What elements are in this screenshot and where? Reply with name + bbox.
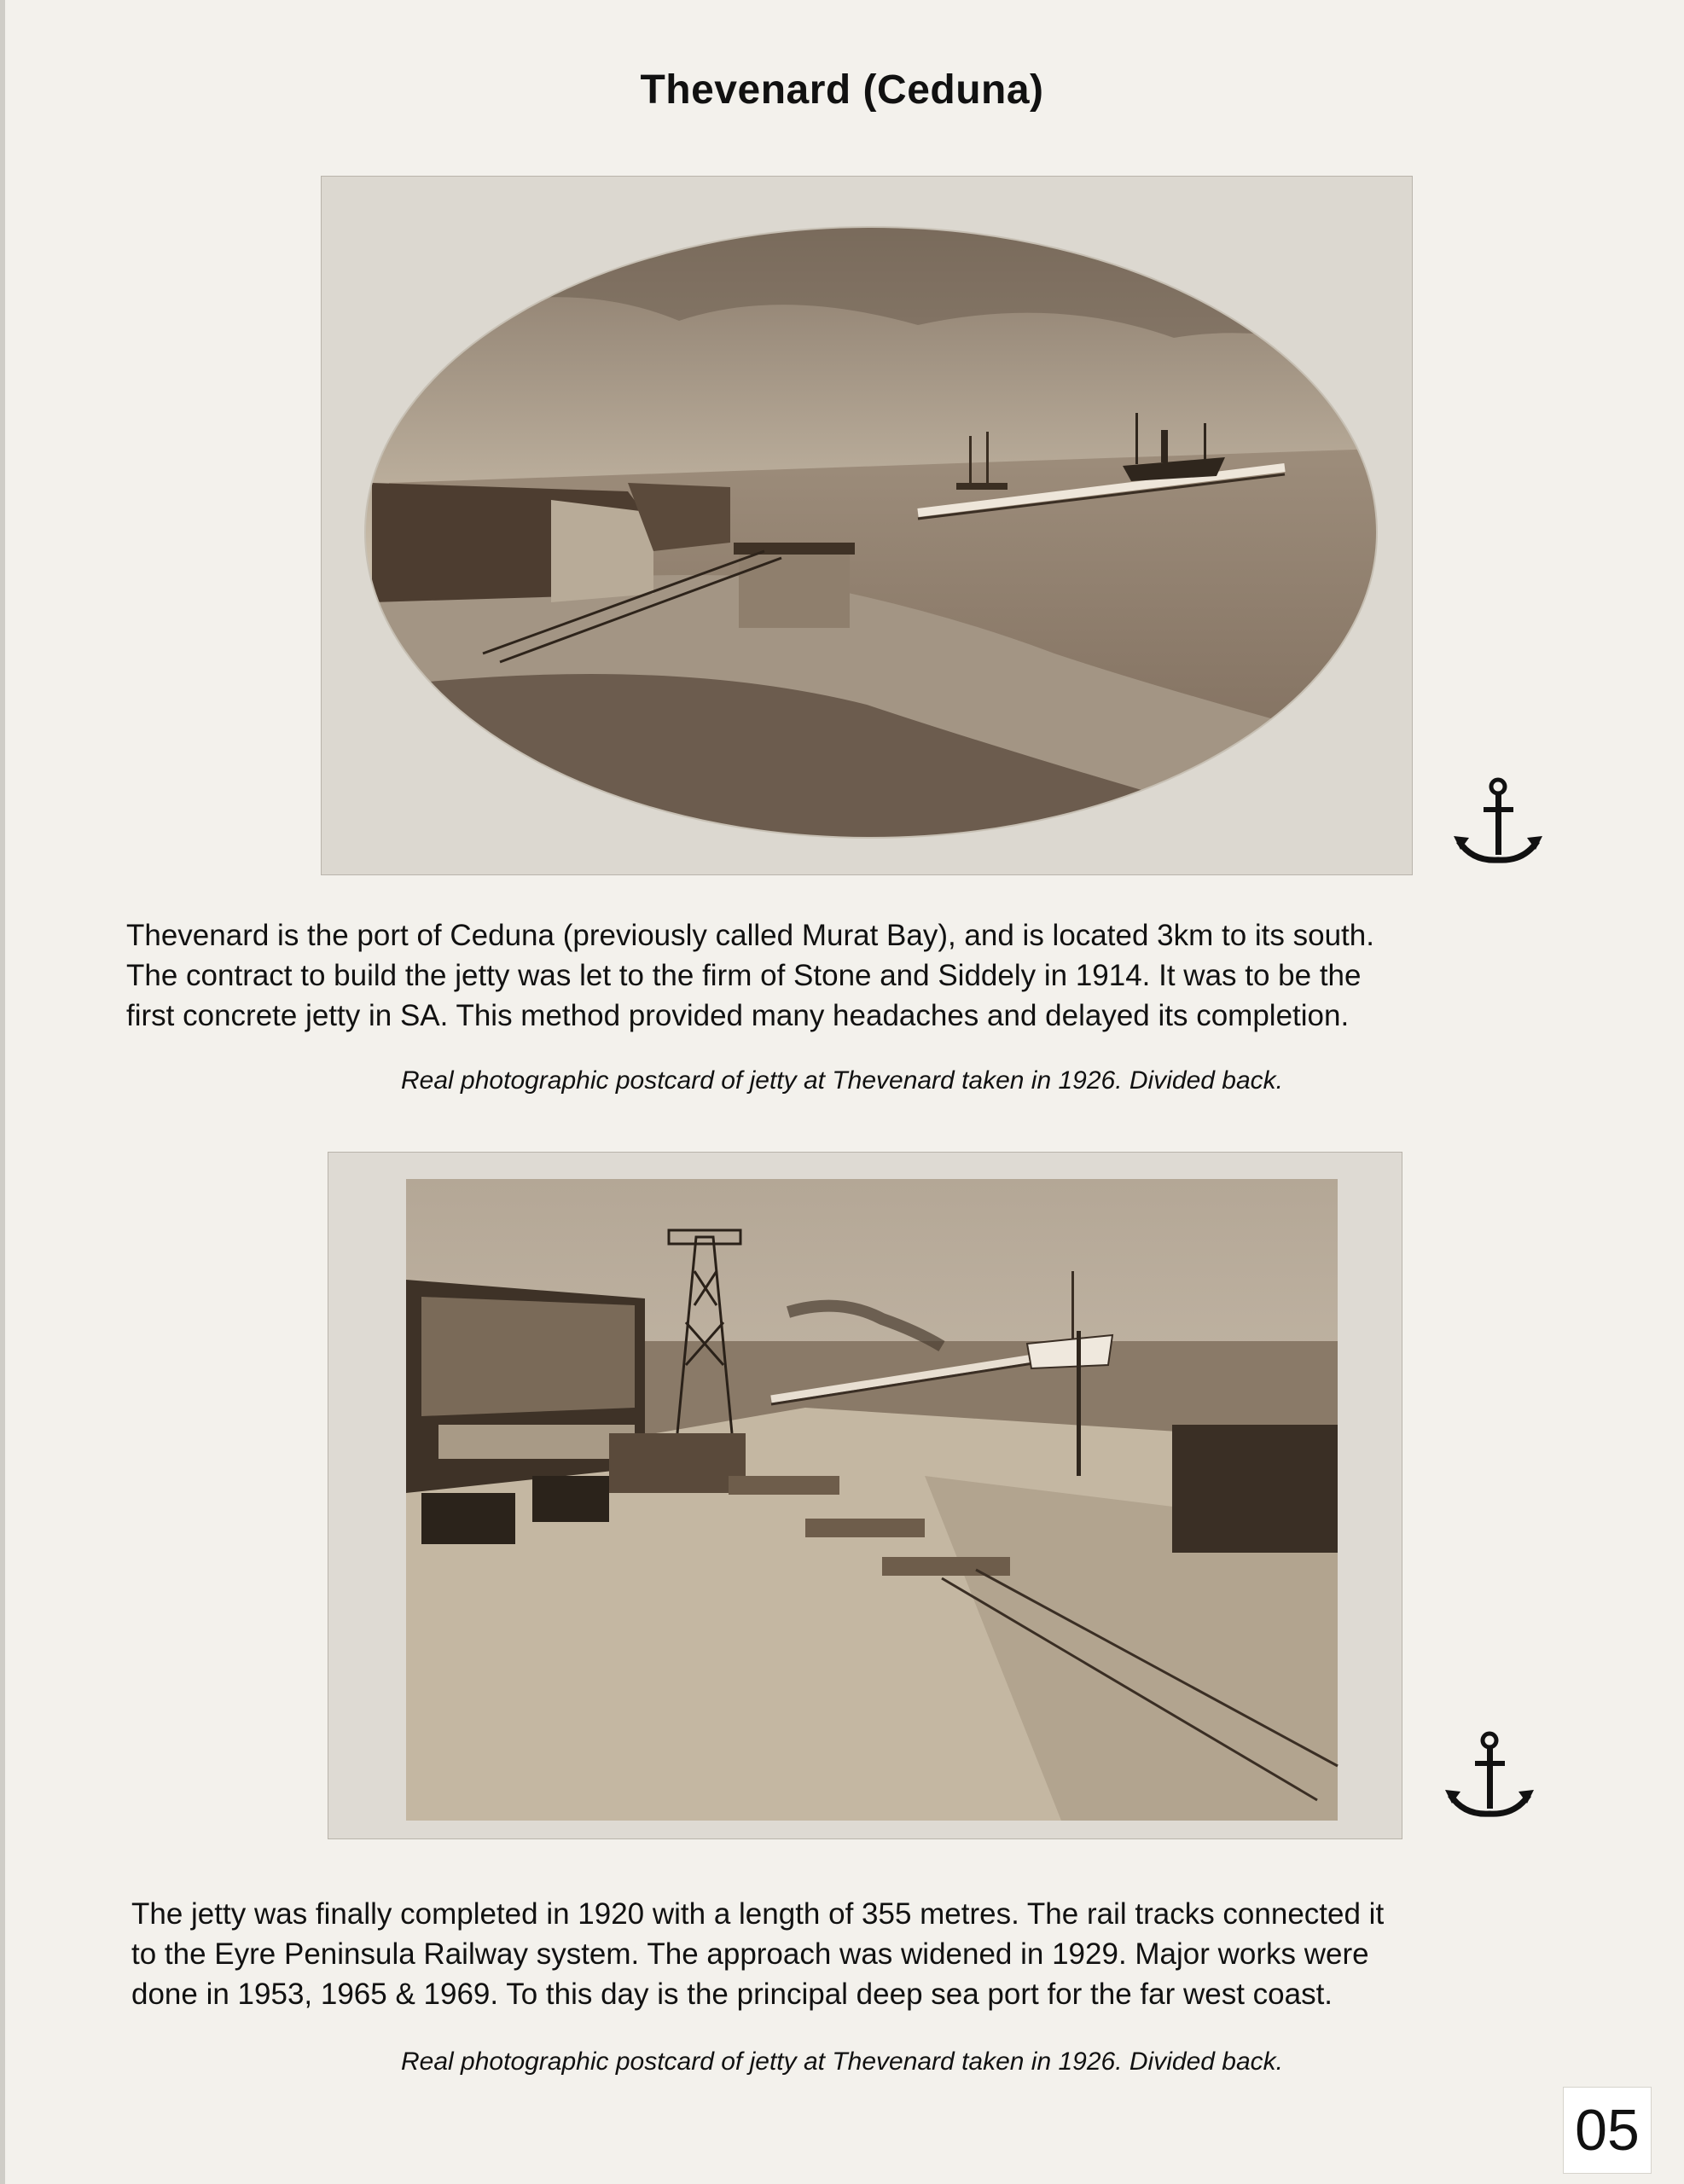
postcard-photo-2 — [328, 1152, 1402, 1839]
postcard-photo-1 — [321, 176, 1413, 875]
page-number: 05 — [1563, 2087, 1652, 2174]
paragraph-line: The contract to build the jetty was let to the firm of Stone and Siddely in 1914. It was to be the — [126, 959, 1362, 992]
paragraph-line: The jetty was finally completed in 1920 with a length of 355 metres. The rail tracks connected it — [131, 1897, 1385, 1931]
paragraph-1 — [126, 915, 1577, 1036]
photo-caption-1: Real photographic postcard of jetty at Thevenard taken in 1926. Divided back. — [401, 1066, 1283, 1095]
paragraph-line: done in 1953, 1965 & 1969. To this day is the principal deep sea port for the far west coast. — [131, 1978, 1333, 2011]
anchor-icon — [1445, 1730, 1534, 1824]
paragraph-line: first concrete jetty in SA. This method provided many headaches and delayed its completion. — [126, 999, 1350, 1032]
page-title: Thevenard (Ceduna) — [640, 67, 1044, 113]
paragraph-line: to the Eyre Peninsula Railway system. The approach was widened in 1929. Major works were — [131, 1937, 1369, 1971]
photo-caption-2: Real photographic postcard of jetty at Thevenard taken in 1926. Divided back. — [401, 2048, 1283, 2076]
anchor-icon — [1454, 776, 1542, 870]
paragraph-2 — [131, 1894, 1582, 2014]
paragraph-line: Thevenard is the port of Ceduna (previously called Murat Bay), and is located 3km to its south. — [126, 919, 1374, 952]
